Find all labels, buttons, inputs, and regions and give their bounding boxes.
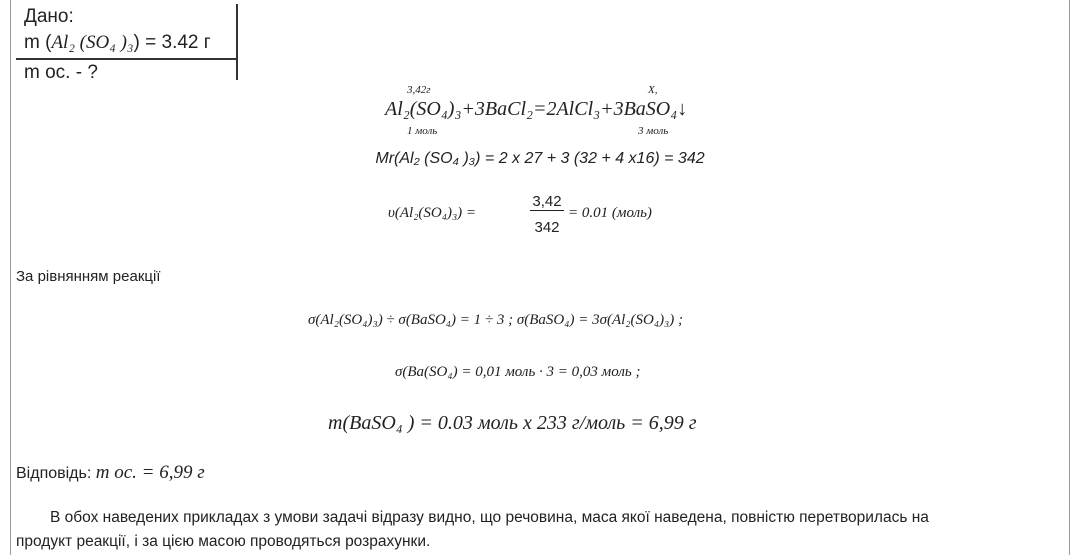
answer-label: Відповідь: bbox=[16, 465, 96, 482]
molar-mass-line: Mr(Al₂ (SO₄ )₃) = 2 x 27 + 3 (32 + 4 x16) = 342 bbox=[375, 150, 705, 167]
ratio-line: σ(Al₂(SO₄)₃) ÷ σ(BaSO₄) = 1 ÷ 3 ; σ(BaSO₄) = 3σ(Al₂(SO₄)₃) ; bbox=[308, 312, 684, 328]
reaction-above-left: 3,42г bbox=[407, 84, 431, 96]
moles-numerator: 3,42 bbox=[530, 193, 564, 211]
given-formula: Al₂ (SO₄ )₃ bbox=[51, 32, 134, 53]
answer-value: m ос. = 6,99 г bbox=[95, 462, 205, 483]
by-equation-label: За рівнянням реакції bbox=[16, 268, 161, 285]
given-find: m ос. - ? bbox=[24, 62, 98, 83]
paragraph-line-2: продукт реакції, і за цією масою проводяться розрахунки. bbox=[16, 533, 431, 550]
reaction-below-left: 1 моль bbox=[407, 125, 438, 137]
reaction-below-right: 3 моль bbox=[638, 125, 669, 137]
mass-result-line: m(BaSO₄ ) = 0.03 моль х 233 г/моль = 6,99 г bbox=[328, 412, 697, 434]
barium-moles-line: σ(Ba(SO₄) = 0,01 моль · 3 = 0,03 моль ; bbox=[395, 364, 641, 380]
paragraph-line-1: В обох наведених прикладах з умови задачі відразу видно, що речовина, маса якої наведена, повністю перетворилась на bbox=[50, 509, 929, 526]
given-divider bbox=[16, 58, 236, 60]
reaction-above-right: X, bbox=[648, 84, 658, 96]
given-mass: m (Al₂ (SO₄ )₃) = 3.42 г bbox=[24, 32, 211, 53]
reaction-equation: Al₂(SO₄)₃+3BaCl₂=2AlCl₃+3BaSO₄↓ bbox=[385, 98, 688, 120]
moles-lhs: υ(Al₂(SO₄)₃) = bbox=[388, 205, 477, 221]
given-heading: Дано: bbox=[24, 6, 74, 27]
moles-rhs: = 0.01 (моль) bbox=[568, 205, 652, 221]
answer-line bbox=[16, 462, 205, 484]
given-block bbox=[16, 4, 238, 83]
moles-denominator: 342 bbox=[534, 219, 560, 236]
